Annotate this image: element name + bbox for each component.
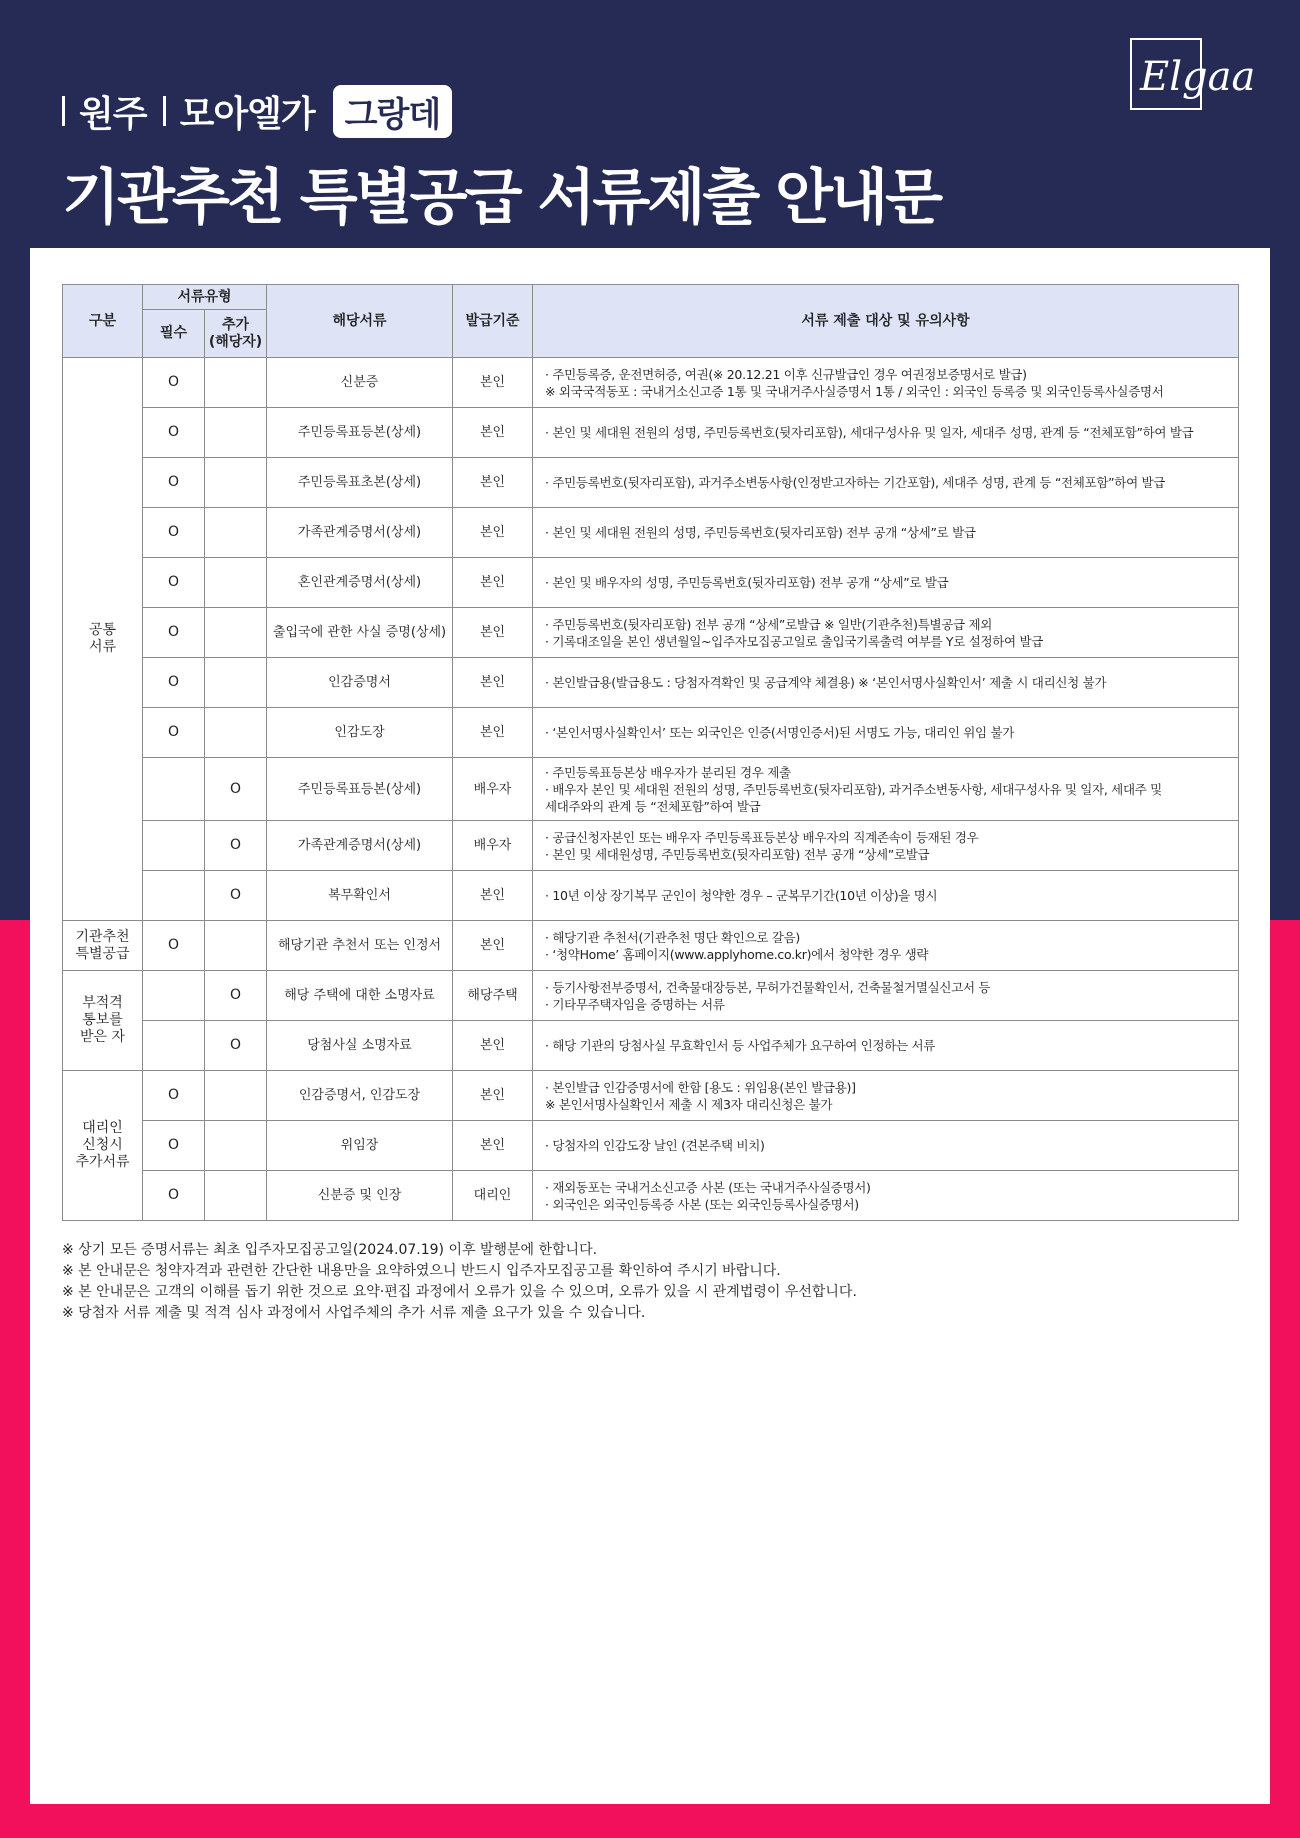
document-name: 혼인관계증명서(상세) <box>267 558 453 608</box>
table-row <box>63 758 1239 821</box>
note-line: · 외국인은 외국인등록증 사본 (또는 외국인등록사실증명서) <box>545 1196 859 1212</box>
note-line: · 주민등록표등본상 배우자가 분리된 경우 제출 <box>545 764 791 780</box>
category-label-line: 공통 <box>88 622 117 638</box>
issuer-basis: 본인 <box>453 658 533 708</box>
additional-mark <box>205 1121 267 1171</box>
notes-cell <box>533 658 1239 708</box>
note-line: · 10년 이상 장기복무 군인이 청약한 경우 – 군복무기간(10년 이상)을 명시 <box>545 888 938 903</box>
table-row <box>63 921 1239 971</box>
required-mark: O <box>143 1121 205 1171</box>
table-row <box>63 608 1239 658</box>
note-line: ※ 외국국적동포 : 국내거소신고증 1통 및 국내거주사실증명서 1통 / 외국인 : 외국인 등록증 및 외국인등록사실증명서 <box>545 383 1164 399</box>
notes-cell <box>533 871 1239 921</box>
col-header-doc-type: 서류유형 <box>143 285 267 310</box>
issuer-basis: 본인 <box>453 1021 533 1071</box>
issuer-basis: 본인 <box>453 871 533 921</box>
table-row <box>63 1171 1239 1221</box>
note-line: · 해당기관 추천서(기관추천 명단 확인으로 갈음) <box>545 929 800 945</box>
document-name: 인감도장 <box>267 708 453 758</box>
additional-mark <box>205 921 267 971</box>
category-cell-ineligible <box>63 971 143 1071</box>
col-header-notes: 서류 제출 대상 및 유의사항 <box>533 285 1239 358</box>
issuer-basis: 본인 <box>453 408 533 458</box>
category-label-line: 대리인 <box>82 1120 123 1136</box>
footnote-line: ※ 본 안내문은 고객의 이해를 돕기 위한 것으로 요약·편집 과정에서 오류가 있을 수 있으며, 오류가 있을 시 관계법령이 우선합니다. <box>62 1284 857 1300</box>
issuer-basis: 대리인 <box>453 1171 533 1221</box>
document-name: 신분증 및 인장 <box>267 1171 453 1221</box>
document-name: 주민등록표등본(상세) <box>267 408 453 458</box>
col-header-category: 구분 <box>63 285 143 358</box>
note-line: · 기타무주택자임을 증명하는 서류 <box>545 996 725 1012</box>
footnote-line: ※ 당첨자 서류 제출 및 적격 심사 과정에서 사업주체의 추가 서류 제출 요구가 있을 수 있습니다. <box>62 1305 646 1321</box>
notes-cell <box>533 708 1239 758</box>
category-label-line: 추가서류 <box>75 1154 130 1170</box>
table-row <box>63 358 1239 408</box>
note-line: · 본인발급 인감증명서에 한함 [용도 : 위임용(본인 발급용)] <box>545 1079 856 1095</box>
table-row <box>63 1021 1239 1071</box>
category-cell-proxy <box>63 1071 143 1221</box>
table-body <box>63 358 1239 1221</box>
page-title: 기관추천 특별공급 서류제출 안내문 <box>62 163 941 233</box>
table-row <box>63 408 1239 458</box>
required-mark: O <box>143 921 205 971</box>
additional-mark <box>205 408 267 458</box>
additional-mark <box>205 708 267 758</box>
document-name: 주민등록표등본(상세) <box>267 758 453 821</box>
notes-cell <box>533 758 1239 821</box>
col-header-document: 해당서류 <box>267 285 453 358</box>
header-subtitle <box>62 88 452 134</box>
additional-mark <box>205 1071 267 1121</box>
required-mark: O <box>143 458 205 508</box>
category-cell-common <box>63 358 143 921</box>
additional-mark <box>205 458 267 508</box>
issuer-basis: 본인 <box>453 1121 533 1171</box>
required-mark: O <box>143 608 205 658</box>
notes-cell <box>533 1121 1239 1171</box>
logo-wordmark: Elgaa <box>1140 54 1256 100</box>
required-mark: O <box>143 1071 205 1121</box>
col-header-issuer: 발급기준 <box>453 285 533 358</box>
documents-table <box>62 284 1239 1221</box>
required-mark: O <box>143 408 205 458</box>
col-header-required: 필수 <box>143 310 205 358</box>
note-line: · 본인 및 세대원성명, 주민등록번호(뒷자리포함) 전부 공개 “상세”로발급 <box>545 846 930 862</box>
footnote-line: ※ 본 안내문은 청약자격과 관련한 간단한 내용만을 요약하였으니 반드시 입주자모집공고를 확인하여 주시기 바랍니다. <box>62 1263 781 1279</box>
table-row <box>63 971 1239 1021</box>
additional-mark <box>205 608 267 658</box>
location-label: 원주 <box>79 93 147 135</box>
note-line: · ‘본인서명사실확인서’ 또는 외국인은 인증(서명인증서)된 서명도 가능, 대리인 위임 불가 <box>545 725 1015 740</box>
footnote-line: ※ 상기 모든 증명서류는 최초 입주자모집공고일(2024.07.19) 이후 발행분에 한합니다. <box>62 1242 598 1258</box>
additional-mark <box>205 658 267 708</box>
issuer-basis: 본인 <box>453 608 533 658</box>
table-row <box>63 871 1239 921</box>
notes-cell <box>533 921 1239 971</box>
document-name: 가족관계증명서(상세) <box>267 508 453 558</box>
table-row <box>63 821 1239 871</box>
document-name: 해당기관 추천서 또는 인정서 <box>267 921 453 971</box>
document-name: 당첨사실 소명자료 <box>267 1021 453 1071</box>
issuer-basis: 본인 <box>453 558 533 608</box>
col-header-additional <box>205 310 267 358</box>
additional-mark <box>205 508 267 558</box>
issuer-basis: 본인 <box>453 708 533 758</box>
elgaa-logo <box>1130 38 1268 110</box>
document-name: 출입국에 관한 사실 증명(상세) <box>267 608 453 658</box>
note-line: · 본인 및 배우자의 성명, 주민등록번호(뒷자리포함) 전부 공개 “상세”로 발급 <box>545 575 949 590</box>
category-label-line: 특별공급 <box>75 945 130 962</box>
divider-bar <box>62 96 65 126</box>
required-mark <box>143 821 205 871</box>
notes-cell <box>533 558 1239 608</box>
document-name: 위임장 <box>267 1121 453 1171</box>
category-label-line: 서류 <box>88 639 117 655</box>
notes-cell <box>533 1071 1239 1121</box>
note-line: · 등기사항전부증명서, 건축물대장등본, 무허가건물확인서, 건축물철거멸실신고서 등 <box>545 979 991 995</box>
additional-mark: O <box>205 871 267 921</box>
note-line: · 해당 기관의 당첨사실 무효확인서 등 사업주체가 요구하여 인정하는 서류 <box>545 1038 936 1053</box>
required-mark <box>143 1021 205 1071</box>
issuer-basis: 본인 <box>453 358 533 408</box>
footnotes <box>62 1240 1242 1324</box>
document-name: 인감증명서, 인감도장 <box>267 1071 453 1121</box>
required-mark: O <box>143 358 205 408</box>
table-row <box>63 508 1239 558</box>
note-line: ※ 본인서명사실확인서 제출 시 제3자 대리신청은 불가 <box>545 1096 833 1112</box>
note-line: 세대주와의 관계 등 “전체포함”하여 발급 <box>545 798 761 814</box>
required-mark <box>143 871 205 921</box>
table-row <box>63 458 1239 508</box>
table-row <box>63 658 1239 708</box>
additional-mark <box>205 558 267 608</box>
brand-badge: 그랑데 <box>333 85 453 138</box>
notes-cell <box>533 358 1239 408</box>
note-line: · 공급신청자본인 또는 배우자 주민등록표등본상 배우자의 직계존속이 등재된 경우 <box>545 829 979 845</box>
category-label-line: 받은 자 <box>79 1029 126 1045</box>
required-mark: O <box>143 708 205 758</box>
issuer-basis: 해당주택 <box>453 971 533 1021</box>
required-mark <box>143 971 205 1021</box>
notes-cell <box>533 821 1239 871</box>
issuer-basis: 배우자 <box>453 758 533 821</box>
note-line: · 본인 및 세대원 전원의 성명, 주민등록번호(뒷자리포함) 전부 공개 “상세”로 발급 <box>545 525 976 540</box>
note-line: · 당첨자의 인감도장 날인 (견본주택 비치) <box>545 1138 765 1153</box>
divider-bar <box>163 96 166 126</box>
table-row <box>63 708 1239 758</box>
note-line: · 주민등록증, 운전면허증, 여권(※ 20.12.21 이후 신규발급인 경우 여권정보증명서로 발급) <box>545 366 1027 382</box>
document-name: 신분증 <box>267 358 453 408</box>
required-mark <box>143 758 205 821</box>
additional-mark: O <box>205 971 267 1021</box>
document-name: 주민등록표초본(상세) <box>267 458 453 508</box>
category-label-line: 신청시 <box>82 1137 123 1153</box>
notes-cell <box>533 1021 1239 1071</box>
note-line: · 재외동포는 국내거소신고증 사본 (또는 국내거주사실증명서) <box>545 1179 871 1195</box>
table-row <box>63 1121 1239 1171</box>
note-line: · 본인 및 세대원 전원의 성명, 주민등록번호(뒷자리포함), 세대구성사유 및 일자, 세대주 성명, 관계 등 “전체포함”하여 발급 <box>545 425 1194 440</box>
category-cell-agency <box>63 921 143 971</box>
note-line: · 배우자 본인 및 세대원 전원의 성명, 주민등록번호(뒷자리포함), 과거주소변동사항, 세대구성사유 및 일자, 세대주 및 <box>545 781 1162 797</box>
required-mark: O <box>143 658 205 708</box>
document-name: 가족관계증명서(상세) <box>267 821 453 871</box>
table-row <box>63 558 1239 608</box>
brand-label: 모아엘가 <box>179 93 315 135</box>
additional-mark <box>205 1171 267 1221</box>
note-line: · 본인발급용(발급용도 : 당첨자격확인 및 공급계약 체결용) ※ ‘본인서명사실확인서’ 제출 시 대리신청 불가 <box>545 675 1107 690</box>
required-mark: O <box>143 508 205 558</box>
additional-label: 추가 <box>221 316 250 333</box>
notes-cell <box>533 971 1239 1021</box>
required-mark: O <box>143 1171 205 1221</box>
issuer-basis: 본인 <box>453 508 533 558</box>
issuer-basis: 배우자 <box>453 821 533 871</box>
category-label-line: 기관추천 <box>75 928 130 945</box>
notes-cell <box>533 508 1239 558</box>
notes-cell <box>533 408 1239 458</box>
table-header-row <box>63 285 1239 310</box>
issuer-basis: 본인 <box>453 458 533 508</box>
issuer-basis: 본인 <box>453 921 533 971</box>
document-name: 인감증명서 <box>267 658 453 708</box>
note-line: · 주민등록번호(뒷자리포함), 과거주소변동사항(인정받고자하는 기간포함), 세대주 성명, 관계 등 “전체포함”하여 발급 <box>545 475 1166 490</box>
additional-mark <box>205 358 267 408</box>
table-row <box>63 1071 1239 1121</box>
additional-mark: O <box>205 1021 267 1071</box>
required-mark: O <box>143 558 205 608</box>
notes-cell <box>533 608 1239 658</box>
notes-cell <box>533 458 1239 508</box>
issuer-basis: 본인 <box>453 1071 533 1121</box>
category-label-line: 통보를 <box>82 1012 123 1028</box>
additional-mark: O <box>205 758 267 821</box>
document-name: 복무확인서 <box>267 871 453 921</box>
category-label-line: 부적격 <box>82 995 123 1011</box>
note-line: · ‘청약Home’ 홈페이지(www.applyhome.co.kr)에서 청약한 경우 생략 <box>545 946 929 962</box>
document-name: 해당 주택에 대한 소명자료 <box>267 971 453 1021</box>
additional-mark: O <box>205 821 267 871</box>
note-line: · 기록대조일을 본인 생년월일~입주자모집공고일로 출입국기록출력 여부를 Y로 설정하여 발급 <box>545 633 1044 649</box>
additional-sub-label: (해당자) <box>208 333 263 350</box>
notes-cell <box>533 1171 1239 1221</box>
note-line: · 주민등록번호(뒷자리포함) 전부 공개 “상세”로발급 ※ 일반(기관추천)특별공급 제외 <box>545 616 993 632</box>
